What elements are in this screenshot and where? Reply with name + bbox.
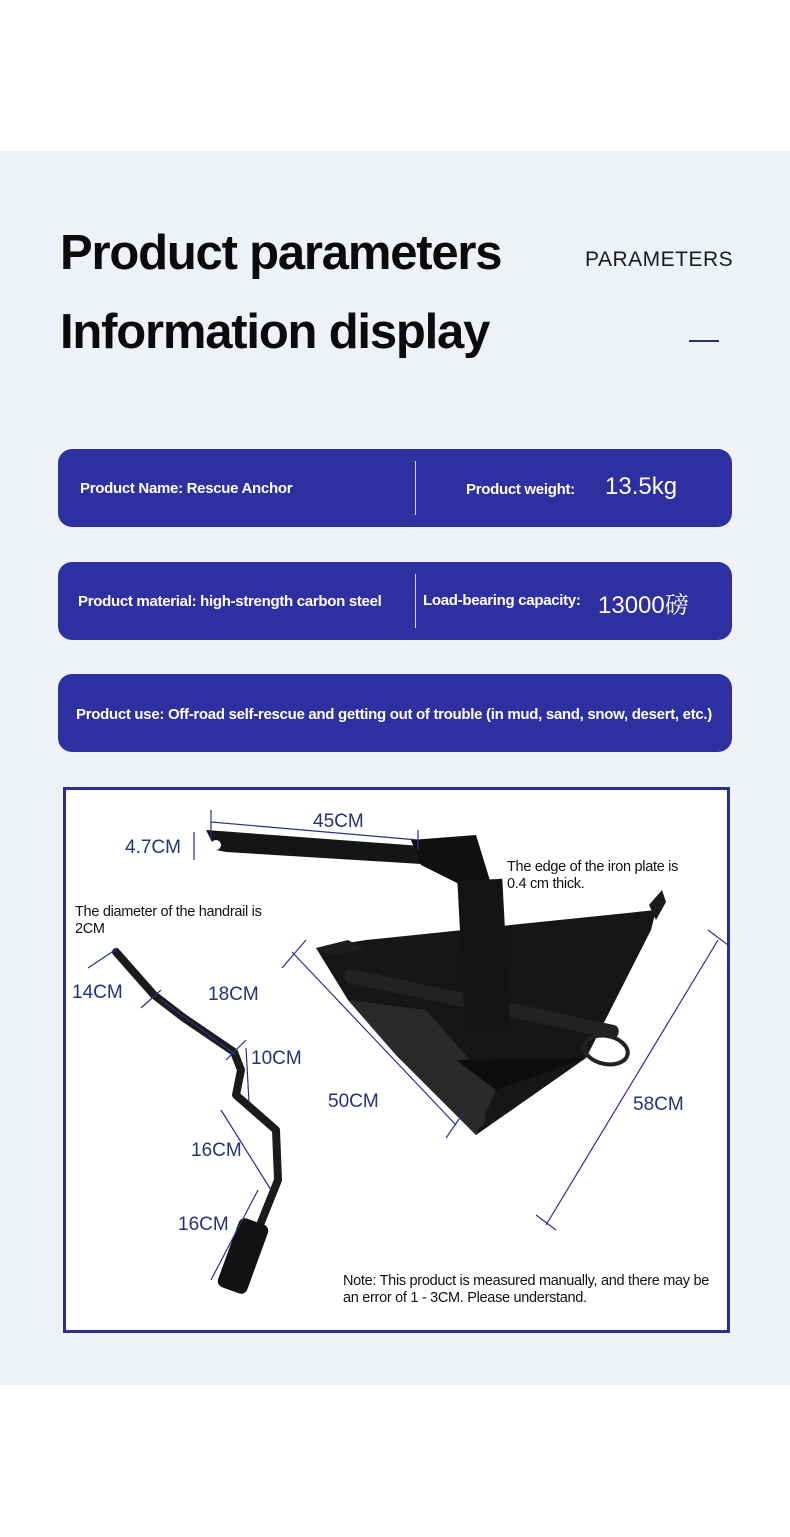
product-material: Product material: high-strength carbon steel [78, 593, 382, 610]
dim-fluke-width: 58CM [633, 1094, 684, 1115]
weight-label: Product weight: [466, 481, 575, 498]
bar-separator [415, 574, 416, 628]
dimension-diagram [63, 787, 730, 1333]
measurement-disclaimer: Note: This product is measured manually, and there may be an error of 1 - 3CM. Please understand. [343, 1273, 710, 1306]
capacity-value: 13000磅 [598, 592, 689, 619]
dim-handle-mid: 18CM [208, 984, 259, 1005]
dim-handle-bend: 10CM [251, 1048, 302, 1069]
page-subtitle-title: Information display [60, 305, 490, 359]
section-tag: PARAMETERS [585, 248, 734, 271]
info-bar-use [58, 674, 732, 752]
info-bar-material-capacity [58, 562, 732, 640]
dim-shank-length: 45CM [313, 811, 364, 832]
bar-separator [415, 461, 416, 515]
dim-fluke-side: 50CM [328, 1091, 379, 1112]
dim-handle-top: 14CM [72, 982, 123, 1003]
divider-dash [689, 340, 719, 342]
dim-shank-width: 4.7CM [125, 837, 181, 858]
capacity-label: Load-bearing capacity: [423, 592, 581, 609]
plate-thickness-note: The edge of the iron plate is 0.4 cm thick. [507, 859, 679, 892]
dim-handle-grip: 16CM [178, 1214, 229, 1235]
page-title: Product parameters [60, 226, 502, 280]
info-bar-name-weight [58, 449, 732, 527]
weight-value: 13.5kg [605, 473, 678, 500]
dim-handle-lower: 16CM [191, 1140, 242, 1161]
product-use: Product use: Off-road self-rescue and getting out of trouble (in mud, sand, snow, desert, etc.) [76, 706, 712, 723]
handrail-diameter-note: The diameter of the handrail is 2CM [75, 904, 262, 937]
product-name: Product Name: Rescue Anchor [80, 480, 293, 497]
